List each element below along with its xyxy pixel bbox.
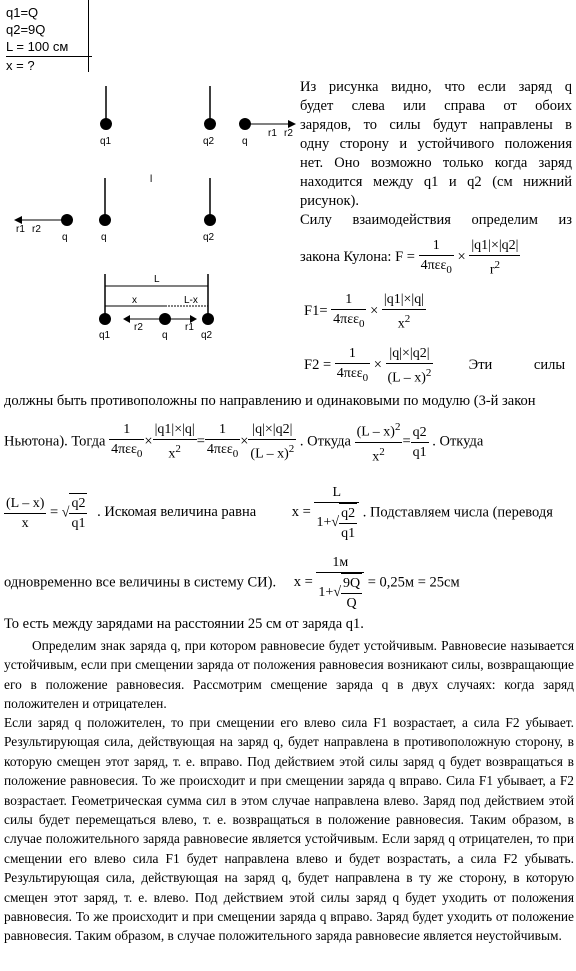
x-sqrt-den: q1 <box>341 526 356 541</box>
eq-left-x: x <box>168 446 176 462</box>
eq-left-eps-zero: 0 <box>136 448 143 461</box>
fig1-q: q <box>242 136 248 147</box>
eti-text: Эти силы <box>468 357 566 374</box>
eq-coef-right <box>205 420 240 464</box>
fig2-q: q <box>101 232 107 243</box>
newton-text: Ньютона). Тогда <box>4 433 106 450</box>
f1-label: F1= <box>304 303 328 320</box>
f1-times: × <box>370 303 379 320</box>
eq-frac-left <box>153 420 197 464</box>
fig3-q2: q2 <box>201 330 213 341</box>
f1-num: |q1|×|q| <box>382 290 426 310</box>
coef-den: 4πεε <box>420 258 447 273</box>
ratio-left-x: x <box>372 449 380 465</box>
ratio-right-num: q2 <box>411 423 429 443</box>
f2-coef-num: 1 <box>335 344 370 364</box>
given-length: L = 100 см <box>6 39 69 54</box>
sqrt-lhs-num: (L – x) <box>4 494 46 514</box>
intro-line-7: рисунок). <box>300 193 360 209</box>
sqrt-frac <box>69 493 87 533</box>
f2-exp: 2 <box>425 367 432 380</box>
f2-coef-den: 4πεε <box>336 366 363 381</box>
f1-exp: 2 <box>404 313 411 326</box>
intro-line-2: будет слева или справа от обоих <box>300 98 572 114</box>
times-sign: × <box>457 249 466 266</box>
ratio-right <box>411 423 429 462</box>
eq-times-left: × <box>144 433 153 450</box>
sqrt-lhs-den: x <box>21 515 29 531</box>
f1-formula <box>304 290 426 334</box>
fig1-q2: q2 <box>203 136 215 147</box>
coulomb-frac <box>469 236 520 280</box>
coulomb-r: r <box>489 262 495 278</box>
x-formula <box>314 483 359 543</box>
stability-intro-paragraph: Определим знак заряда q, при котором равновесие будет устойчивым. Равновесие называется устойчивым, если при смещении заряда от положения равновесия возникают силы, возвращающие его в положение равновесия. Рассмотрим смещение заряда q в двух случаях: когда заряд положителен и отрицателен. <box>4 638 574 712</box>
figure-3 <box>90 264 230 344</box>
otkuda-text-2: . Откуда <box>432 433 484 450</box>
eq-coef-right-den: 4πεε <box>206 442 233 458</box>
exp: 2 <box>494 259 500 272</box>
f2-coef <box>335 344 370 388</box>
sqrt-lhs <box>4 494 46 533</box>
numeric-num: 1м <box>316 553 364 573</box>
x-formula-num: L <box>314 483 359 503</box>
substitute-text: . Подставляем числа (переводя <box>362 504 553 521</box>
x-eq: x = <box>291 504 311 521</box>
coulomb-formula <box>300 236 520 280</box>
figure-2 <box>12 170 222 245</box>
f2-times: × <box>373 357 382 374</box>
newton-equation: Ньютона). Тогда $\frac{1}{4\pi\varepsilon\varepsilon_0}$ × $\frac{|q1|\times|q|}{x^2}$ = $\frac{1}{4\pi\varepsilon\varepsilon_0}$ × $\frac{|q|\times|q2|}{(L - x)^2}$ . Откуда $\frac{(L - x)^2}{x^2}$ = $\frac{q2}{q1}$ . Откуда <box>4 418 483 466</box>
intro-line-4: одну сторону и устойчивого положения <box>300 136 572 152</box>
f2-num: |q|×|q2| <box>386 344 434 364</box>
f1-coef-den: 4πεε <box>333 312 359 327</box>
intro-line-3: зарядов, то силы будут направлены в <box>300 117 572 133</box>
conclusion-line: То есть между зарядами на расстоянии 25 см от заряда q1. <box>4 616 364 632</box>
fig1-q1: q1 <box>100 136 112 147</box>
intro-paragraph <box>300 78 572 230</box>
f1-x: x <box>397 316 405 332</box>
fig3-q: q <box>162 330 168 341</box>
fig2-l: l <box>150 174 153 185</box>
given-divider <box>88 0 89 72</box>
fig2-r2: r2 <box>32 224 41 235</box>
f1-frac <box>382 290 426 334</box>
result-value: = 0,25м = 25см <box>367 574 460 591</box>
eq-right-lx: (L – x) <box>250 446 289 462</box>
intro-line-6: находится между q1 и q2 (см нижний <box>300 174 572 190</box>
f2-formula <box>304 344 565 388</box>
ratio-left-x-exp: 2 <box>379 445 385 458</box>
fig3-x: x <box>132 295 137 306</box>
x-sqrt-sign: √ <box>331 515 340 531</box>
sqrt-num: q2 <box>69 494 87 514</box>
eq-right-exp: 2 <box>288 443 295 456</box>
eq-coef-right-num: 1 <box>205 420 240 440</box>
coulomb-label: закона Кулона: <box>300 249 392 266</box>
f2-eps-zero: 0 <box>362 371 369 384</box>
fig2-q2: q2 <box>203 232 215 243</box>
numeric-line <box>4 553 460 613</box>
intro-line-5: нет. Оно возможно только когда заряд <box>300 155 572 171</box>
eps-zero: 0 <box>446 263 452 276</box>
eq-coef-left-num: 1 <box>109 420 144 440</box>
ratio-left-exp: 2 <box>394 421 401 433</box>
coulomb-num: |q1|×|q2| <box>469 236 520 256</box>
ratio-left-lx: (L – x) <box>356 424 395 440</box>
numeric-frac <box>316 553 364 613</box>
f2-label: F2 = <box>304 357 332 374</box>
sqrt-sign: √ <box>61 505 70 521</box>
f2-lx: (L – x) <box>387 370 426 386</box>
f1-coef <box>331 290 366 334</box>
given-q2: q2=9Q <box>6 22 46 37</box>
one-plus-2: 1+ <box>318 585 334 601</box>
stability-analysis-paragraph: Если заряд q положителен, то при смещении его влево сила F1 возрастает, а сила F2 убывает. Результирующая сила, действующая на заряд q, будет направлена в противоположную сторону, в которую смещен этот заряд, т. е. вправо. Под действием этой силы заряд q будет возвращаться в положение равновесия. То же происходит и при смещении заряда q вправо. Сила F1 убывает, а F2 возрастает. Геометрическая сумма сил в этом случае направлена влево. Заряд под действием этой силы будет перемещаться влево, т. е. возвращаться в положение равновесия. Таким образом, в случае положительного заряда равновесие является устойчивым. Если заряд q отрицателен, то при смещении его влево сила F1 будет направлена влево и будет возрастать, а сила F2 убывать. Результирующая сила, действующая на заряд q, будет направлена в ту же сторону, в которую смещен этот заряд, т. е. влево. Под действием этой силы заряд q будет уходить от положения равновесия. То же происходит и при смещении заряда q вправо. Заряд будет уходить от положение равновесия. Таким образом, в случае положительного заряда равновесие является неустойчивым. <box>4 715 574 944</box>
eq-times-right: × <box>240 433 249 450</box>
one-plus: 1+ <box>316 515 332 531</box>
eq-right-num: |q|×|q2| <box>248 420 296 440</box>
x-sqrt-num: q2 <box>339 504 357 524</box>
intro-line-1: Из рисунка видно, что если заряд q <box>300 79 572 95</box>
given-block <box>6 4 92 74</box>
eq-frac-right <box>248 420 296 464</box>
coulomb-coef <box>419 236 454 280</box>
f2-frac <box>386 344 434 388</box>
x-eq-2: x = <box>293 574 313 591</box>
fig1-r2: r2 <box>284 128 293 139</box>
fig2-q-left: q <box>62 232 68 243</box>
fig3-lx: L-x <box>184 295 198 306</box>
numeric-sqrt-sign: √ <box>333 585 341 601</box>
si-text: одновременно все величины в систему СИ). <box>4 574 277 591</box>
ratio-left <box>355 418 403 466</box>
eq-coef-left-den: 4πεε <box>111 442 137 458</box>
opposite-line: должны быть противоположны по направлению и одинаковыми по модулю (3-й закон <box>4 393 536 409</box>
coef-num: 1 <box>419 236 454 256</box>
ratio-right-den: q1 <box>412 444 427 460</box>
fig3-L: L <box>154 274 160 285</box>
numeric-sqrt-den: Q <box>346 596 357 611</box>
eq-right-eps-zero: 0 <box>232 448 239 461</box>
sqrt-den: q1 <box>71 516 86 531</box>
eq-left-exp: 2 <box>175 443 181 456</box>
otkuda-text: . Откуда <box>299 433 351 450</box>
fig3-q1: q1 <box>99 330 111 341</box>
f1-coef-num: 1 <box>331 290 366 310</box>
search-text: . Искомая величина равна <box>97 504 257 521</box>
eq-coef-left <box>109 420 144 464</box>
given-q1: q1=Q <box>6 5 39 20</box>
fig3-r2: r2 <box>134 322 143 333</box>
sqrt-line: $\frac{(L - x)}{x}$ = √ $\frac{q2}{q1}$ . Искомая величина равна x = L 1+√ $\frac{q2}{q1}$ . Подставляем числа (переводя <box>6 485 553 541</box>
f1-eps-zero: 0 <box>358 317 365 330</box>
fig2-r1: r1 <box>16 224 25 235</box>
fig1-r1: r1 <box>268 128 277 139</box>
figure-1 <box>90 86 300 156</box>
f-label: F = <box>395 249 415 266</box>
fig3-r1: r1 <box>185 322 194 333</box>
unknown-x: x = ? <box>6 56 92 74</box>
intro-line-8: Силу взаимодействия определим из <box>300 212 572 228</box>
eq-left-num: |q1|×|q| <box>153 420 197 440</box>
numeric-sqrt-num: 9Q <box>341 574 362 594</box>
